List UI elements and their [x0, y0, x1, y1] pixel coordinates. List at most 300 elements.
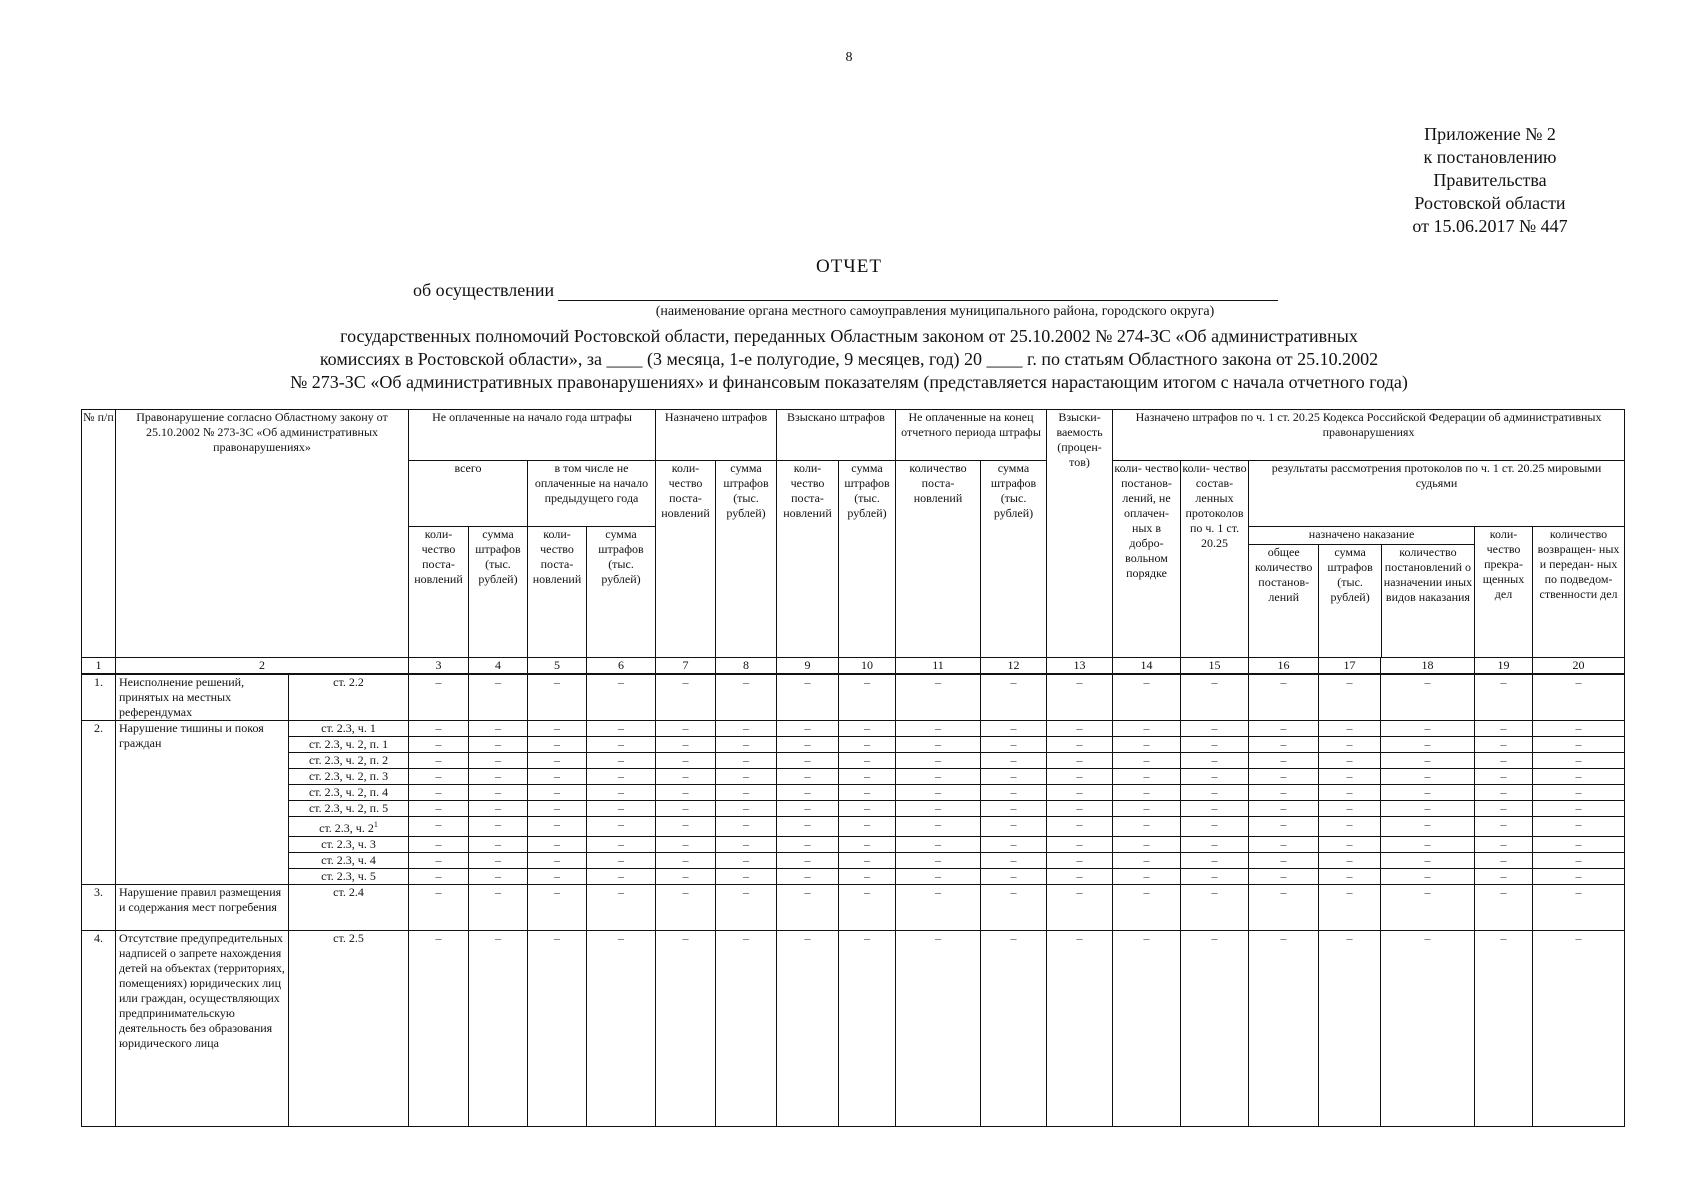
table-row [82, 869, 1625, 885]
value-cell: – [1475, 817, 1533, 837]
value-cell: – [839, 837, 896, 853]
value-cell: – [839, 817, 896, 837]
value-cell: – [1533, 853, 1625, 869]
value-cell: – [896, 885, 981, 931]
value-cell: – [777, 837, 839, 853]
value-cell: – [1047, 721, 1113, 737]
value-cell: – [1533, 753, 1625, 769]
value-cell: – [1249, 801, 1319, 817]
value-cell: – [1113, 931, 1181, 1127]
table-row [82, 674, 1625, 721]
row-number: 4. [82, 931, 116, 1127]
header-collectability: Взыски- ваемость (процен- тов) [1047, 410, 1113, 658]
value-cell: – [839, 869, 896, 885]
value-cell: – [1533, 931, 1625, 1127]
appendix-line: Ростовской области [1414, 193, 1566, 213]
row-article: ст. 2.3, ч. 2, п. 4 [289, 785, 409, 801]
value-cell: – [528, 769, 587, 785]
value-cell: – [777, 869, 839, 885]
header-prev-qty: коли- чество поста- новлений [528, 527, 587, 658]
value-cell: – [528, 801, 587, 817]
value-cell: – [1533, 785, 1625, 801]
row-article: ст. 2.4 [289, 885, 409, 931]
value-cell: – [469, 931, 528, 1127]
column-number: 6 [587, 658, 656, 675]
value-cell: – [1533, 674, 1625, 721]
value-cell: – [716, 769, 777, 785]
value-cell: – [656, 885, 716, 931]
value-cell: – [409, 853, 469, 869]
value-cell: – [896, 853, 981, 869]
value-cell: – [656, 801, 716, 817]
value-cell: – [1249, 853, 1319, 869]
value-cell: – [1475, 885, 1533, 931]
value-cell: – [528, 721, 587, 737]
value-cell: – [469, 837, 528, 853]
value-cell: – [1047, 753, 1113, 769]
value-cell: – [1381, 817, 1475, 837]
value-cell: – [981, 869, 1047, 885]
column-number: 12 [981, 658, 1047, 675]
value-cell: – [1533, 721, 1625, 737]
table-row [82, 931, 1625, 1127]
value-cell: – [409, 721, 469, 737]
value-cell: – [1181, 737, 1249, 753]
value-cell: – [587, 753, 656, 769]
row-article: ст. 2.3, ч. 4 [289, 853, 409, 869]
appendix-line: от 15.06.2017 № 447 [1412, 216, 1568, 236]
header-collected-qty: коли- чество поста- новлений [777, 461, 839, 658]
row-article [289, 817, 409, 837]
header-collected: Взыскано штрафов [777, 410, 896, 461]
blank-caption: (наименование органа местного самоуправления муниципального района, городского округа) [655, 304, 1215, 319]
value-cell: – [777, 801, 839, 817]
value-cell: – [1047, 737, 1113, 753]
value-cell: – [528, 885, 587, 931]
header-unpaid-start: Не оплаченные на начало года штрафы [409, 410, 656, 461]
table-row [82, 817, 1625, 837]
value-cell: – [981, 674, 1047, 721]
value-cell: – [896, 737, 981, 753]
value-cell: – [896, 769, 981, 785]
value-cell: – [1113, 721, 1181, 737]
value-cell: – [1181, 801, 1249, 817]
column-number-row [82, 658, 1625, 675]
value-cell: – [896, 801, 981, 817]
value-cell: – [1249, 721, 1319, 737]
value-cell: – [1533, 837, 1625, 853]
value-cell: – [1381, 931, 1475, 1127]
value-cell: – [1113, 869, 1181, 885]
header-punish-sum: сумма штрафов (тыс. рублей) [1319, 545, 1381, 657]
value-cell: – [1047, 931, 1113, 1127]
header-terminated: коли- чество прекра- щенных дел [1475, 527, 1533, 658]
about-prefix: об осуществлении [413, 280, 555, 300]
value-cell: – [1249, 869, 1319, 885]
value-cell: – [1533, 869, 1625, 885]
value-cell: – [409, 931, 469, 1127]
value-cell: – [1047, 769, 1113, 785]
value-cell: – [1249, 931, 1319, 1127]
value-cell: – [528, 869, 587, 885]
value-cell: – [716, 674, 777, 721]
value-cell: – [1475, 674, 1533, 721]
value-cell: – [1113, 674, 1181, 721]
value-cell: – [469, 785, 528, 801]
value-cell: – [656, 853, 716, 869]
column-number: 10 [839, 658, 896, 675]
value-cell: – [587, 931, 656, 1127]
value-cell: – [1249, 769, 1319, 785]
table-row [82, 801, 1625, 817]
value-cell: – [1319, 931, 1381, 1127]
column-number: 13 [1047, 658, 1113, 675]
value-cell: – [1381, 853, 1475, 869]
header-offense: Правонарушение согласно Областному закону от 25.10.2002 № 273-ЗС «Об административных правонарушениях» [116, 410, 409, 658]
value-cell: – [1249, 737, 1319, 753]
value-cell: – [1181, 785, 1249, 801]
row-article: ст. 2.3, ч. 5 [289, 869, 409, 885]
table-row [82, 885, 1625, 931]
value-cell: – [469, 737, 528, 753]
column-number: 7 [656, 658, 716, 675]
value-cell: – [1047, 801, 1113, 817]
value-cell: – [716, 853, 777, 869]
value-cell: – [1047, 785, 1113, 801]
article-text: ст. 2.3, ч. 2 [319, 821, 374, 835]
header-other-types: количество постановлений о назначении иных видов наказания [1383, 545, 1473, 604]
value-cell: – [409, 817, 469, 837]
value-cell: – [656, 737, 716, 753]
header-num: № п/п [82, 410, 116, 658]
value-cell: – [1181, 674, 1249, 721]
header-collected-sum: сумма штрафов (тыс. рублей) [839, 461, 896, 658]
column-number: 3 [409, 658, 469, 675]
value-cell: – [1113, 853, 1181, 869]
value-cell: – [896, 837, 981, 853]
value-cell: – [1181, 853, 1249, 869]
authority-name-blank [558, 282, 1278, 301]
column-number: 1 [82, 658, 116, 675]
value-cell: – [1113, 769, 1181, 785]
report-description-line: государственных полномочий Ростовской области, переданных Областным законом от 25.10.2002 № 274-ЗС «Об административных [340, 326, 1358, 346]
column-number: 8 [716, 658, 777, 675]
value-cell: – [981, 931, 1047, 1127]
value-cell: – [656, 785, 716, 801]
value-cell: – [469, 674, 528, 721]
row-article: ст. 2.3, ч. 2, п. 3 [289, 769, 409, 785]
value-cell: – [839, 885, 896, 931]
value-cell: – [777, 737, 839, 753]
value-cell: – [1319, 817, 1381, 837]
row-article: ст. 2.5 [289, 931, 409, 1127]
value-cell: – [1381, 885, 1475, 931]
value-cell: – [1381, 721, 1475, 737]
value-cell: – [587, 721, 656, 737]
row-article: ст. 2.3, ч. 2, п. 1 [289, 737, 409, 753]
value-cell: – [839, 931, 896, 1127]
value-cell: – [587, 817, 656, 837]
header-results: результаты рассмотрения протоколов по ч. 1 ст. 20.25 мировыми судьями [1249, 461, 1625, 527]
value-cell: – [409, 785, 469, 801]
value-cell: – [896, 721, 981, 737]
value-cell: – [1475, 769, 1533, 785]
table-row [82, 737, 1625, 753]
value-cell: – [409, 737, 469, 753]
header-assigned-qty: коли- чество поста- новлений [656, 461, 716, 658]
row-offense: Нарушение правил размещения и содержания мест погребения [116, 885, 289, 931]
value-cell: – [469, 721, 528, 737]
value-cell: – [1381, 737, 1475, 753]
report-title: ОТЧЕТ [816, 256, 882, 277]
value-cell: – [981, 885, 1047, 931]
value-cell: – [409, 674, 469, 721]
column-number: 9 [777, 658, 839, 675]
value-cell: – [1113, 785, 1181, 801]
value-cell: – [716, 753, 777, 769]
row-article: ст. 2.3, ч. 1 [289, 721, 409, 737]
value-cell: – [839, 721, 896, 737]
value-cell: – [409, 769, 469, 785]
value-cell: – [1047, 885, 1113, 931]
header-assigned: Назначено штрафов [656, 410, 777, 461]
table-row [82, 853, 1625, 869]
value-cell: – [528, 817, 587, 837]
value-cell: – [587, 674, 656, 721]
value-cell: – [981, 853, 1047, 869]
value-cell: – [587, 785, 656, 801]
value-cell: – [777, 753, 839, 769]
value-cell: – [1319, 737, 1381, 753]
value-cell: – [896, 674, 981, 721]
value-cell: – [1181, 837, 1249, 853]
value-cell: – [1381, 674, 1475, 721]
value-cell: – [1533, 817, 1625, 837]
header-unpaid-end-sum: сумма штрафов (тыс. рублей) [981, 461, 1047, 658]
value-cell: – [1113, 817, 1181, 837]
report-about-line [413, 280, 1278, 301]
value-cell: – [469, 817, 528, 837]
table-row [82, 753, 1625, 769]
value-cell: – [528, 853, 587, 869]
row-article: ст. 2.2 [289, 674, 409, 721]
row-offense: Отсутствие предупредительных надписей о запрете нахождения детей на объектах (территориях, помещениях) юридических лиц или граждан, осуществляющих предпринимательскую деятельность без образования юридического лица [116, 931, 289, 1127]
column-number: 2 [116, 658, 409, 675]
value-cell: – [656, 721, 716, 737]
value-cell: – [981, 769, 1047, 785]
header-prev-sum: сумма штрафов (тыс. рублей) [587, 527, 656, 658]
value-cell: – [409, 753, 469, 769]
value-cell: – [716, 785, 777, 801]
column-number: 11 [896, 658, 981, 675]
value-cell: – [656, 674, 716, 721]
value-cell: – [716, 817, 777, 837]
report-table [81, 409, 1625, 1127]
value-cell: – [1381, 869, 1475, 885]
value-cell: – [587, 853, 656, 869]
appendix-line: Правительства [1433, 170, 1547, 190]
value-cell: – [1047, 869, 1113, 885]
column-number: 20 [1533, 658, 1625, 675]
value-cell: – [716, 931, 777, 1127]
column-number: 17 [1319, 658, 1381, 675]
value-cell: – [656, 931, 716, 1127]
value-cell: – [1047, 853, 1113, 869]
value-cell: – [839, 853, 896, 869]
value-cell: – [1319, 885, 1381, 931]
value-cell: – [896, 785, 981, 801]
value-cell: – [777, 674, 839, 721]
value-cell: – [716, 869, 777, 885]
value-cell: – [1319, 837, 1381, 853]
row-offense: Нарушение тишины и покоя граждан [116, 721, 289, 885]
value-cell: – [469, 869, 528, 885]
header-protocols: коли- чество состав- ленных протоколов по ч. 1 ст. 20.25 [1181, 461, 1249, 658]
value-cell: – [1381, 785, 1475, 801]
value-cell: – [1475, 721, 1533, 737]
value-cell: – [469, 753, 528, 769]
value-cell: – [1047, 817, 1113, 837]
column-number: 4 [469, 658, 528, 675]
value-cell: – [981, 801, 1047, 817]
value-cell: – [656, 817, 716, 837]
value-cell: – [1533, 737, 1625, 753]
column-number: 14 [1113, 658, 1181, 675]
value-cell: – [716, 837, 777, 853]
value-cell: – [528, 931, 587, 1127]
value-cell: – [469, 885, 528, 931]
value-cell: – [1047, 837, 1113, 853]
value-cell: – [1319, 769, 1381, 785]
header-punishment: назначено наказание [1249, 527, 1474, 545]
header-assigned-sum: сумма штрафов (тыс. рублей) [716, 461, 777, 658]
value-cell: – [587, 769, 656, 785]
value-cell: – [528, 737, 587, 753]
value-cell: – [469, 769, 528, 785]
value-cell: – [469, 801, 528, 817]
value-cell: – [1249, 753, 1319, 769]
column-number: 5 [528, 658, 587, 675]
header-unpaid-end: Не оплаченные на конец отчетного периода штрафы [896, 410, 1047, 461]
value-cell: – [1319, 853, 1381, 869]
value-cell: – [409, 837, 469, 853]
value-cell: – [1181, 885, 1249, 931]
row-article: ст. 2.3, ч. 2, п. 5 [289, 801, 409, 817]
value-cell: – [1181, 769, 1249, 785]
table-row [82, 721, 1625, 737]
header-punishment-group [1249, 527, 1475, 658]
value-cell: – [1181, 869, 1249, 885]
page-number: 8 [845, 50, 853, 65]
value-cell: – [469, 853, 528, 869]
column-number: 15 [1181, 658, 1249, 675]
value-cell: – [1181, 721, 1249, 737]
header-total-qty: коли- чество поста- новлений [409, 527, 469, 658]
value-cell: – [587, 801, 656, 817]
value-cell: – [1475, 931, 1533, 1127]
value-cell: – [1047, 674, 1113, 721]
value-cell: – [981, 721, 1047, 737]
value-cell: – [1319, 721, 1381, 737]
value-cell: – [1181, 753, 1249, 769]
value-cell: – [716, 801, 777, 817]
value-cell: – [656, 837, 716, 853]
value-cell: – [656, 869, 716, 885]
row-article: ст. 2.3, ч. 3 [289, 837, 409, 853]
header-total: всего [409, 461, 528, 527]
value-cell: – [528, 785, 587, 801]
value-cell: – [777, 769, 839, 785]
value-cell: – [777, 885, 839, 931]
value-cell: – [1113, 837, 1181, 853]
value-cell: – [1475, 853, 1533, 869]
value-cell: – [716, 885, 777, 931]
appendix-line: к постановлению [1423, 147, 1557, 167]
value-cell: – [1249, 885, 1319, 931]
value-cell: – [1113, 753, 1181, 769]
value-cell: – [839, 801, 896, 817]
value-cell: – [716, 721, 777, 737]
appendix-block [1390, 123, 1590, 238]
appendix-line: Приложение № 2 [1424, 124, 1556, 144]
header-total-sum: сумма штрафов (тыс. рублей) [469, 527, 528, 658]
value-cell: – [1381, 801, 1475, 817]
table-row [82, 785, 1625, 801]
value-cell: – [839, 753, 896, 769]
value-cell: – [1475, 737, 1533, 753]
value-cell: – [777, 931, 839, 1127]
row-number: 3. [82, 885, 116, 931]
value-cell: – [1381, 837, 1475, 853]
value-cell: – [839, 674, 896, 721]
article-superscript: 1 [373, 820, 378, 829]
value-cell: – [1475, 837, 1533, 853]
value-cell: – [409, 885, 469, 931]
value-cell: – [839, 769, 896, 785]
column-number: 16 [1249, 658, 1319, 675]
value-cell: – [1249, 837, 1319, 853]
value-cell: – [656, 753, 716, 769]
value-cell: – [777, 785, 839, 801]
value-cell: – [777, 853, 839, 869]
value-cell: – [1381, 769, 1475, 785]
row-number: 1. [82, 674, 116, 721]
value-cell: – [981, 785, 1047, 801]
value-cell: – [528, 837, 587, 853]
value-cell: – [528, 753, 587, 769]
report-description-line: № 273-ЗС «Об административных правонарушениях» и финансовым показателям (представляется нарастающим итогом с начала отчетного года) [290, 372, 1408, 392]
value-cell: – [409, 869, 469, 885]
column-number: 19 [1475, 658, 1533, 675]
value-cell: – [896, 817, 981, 837]
value-cell: – [528, 674, 587, 721]
value-cell: – [656, 769, 716, 785]
value-cell: – [1249, 817, 1319, 837]
value-cell: – [1113, 737, 1181, 753]
table-row [82, 769, 1625, 785]
value-cell: – [587, 869, 656, 885]
header-incl-prev: в том числе не оплаченные на начало предыдущего года [528, 461, 656, 527]
value-cell: – [587, 837, 656, 853]
report-description-line: комиссиях в Ростовской области», за ____ (3 месяца, 1-е полугодие, 9 месяцев, год) 20 ____ г. по статьям Областного закона от 25.10.2002 [319, 349, 1379, 369]
value-cell: – [896, 931, 981, 1127]
value-cell: – [981, 753, 1047, 769]
value-cell: – [981, 737, 1047, 753]
value-cell: – [896, 753, 981, 769]
value-cell: – [839, 785, 896, 801]
value-cell: – [1533, 885, 1625, 931]
value-cell: – [896, 869, 981, 885]
